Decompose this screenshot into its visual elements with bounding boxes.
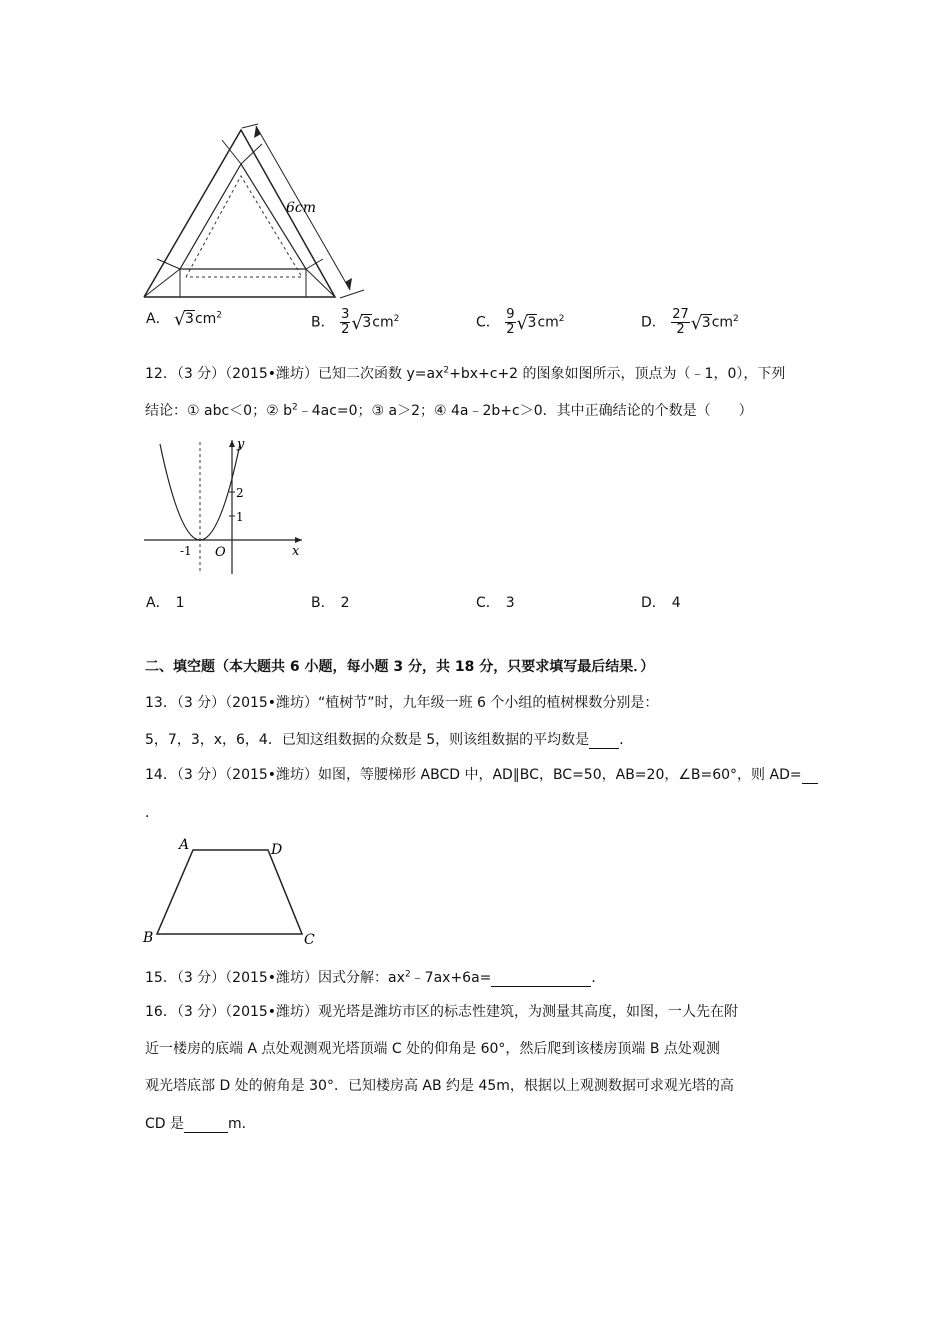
q16-line1: 16．（3 分）（2015•潍坊）观光塔是潍坊市区的标志性建筑，为测量其高度，如图，一人先在附 — [145, 1004, 739, 1020]
answer-blank[interactable] — [184, 1116, 228, 1133]
svg-text:A: A — [179, 837, 190, 853]
q14-line1: 14．（3 分）（2015•潍坊）如图，等腰梯形 ABCD 中，AD∥BC，BC=50，AB=20，∠B=60°，则 AD= — [145, 764, 818, 784]
q12-option-d[interactable]: D． 4 — [641, 595, 681, 611]
answer-blank[interactable] — [589, 732, 619, 749]
q13-line2: 5，7，3，x，6，4．已知这组数据的众数是 5，则该组数据的平均数是 ． — [145, 732, 634, 748]
answer-blank[interactable] — [802, 767, 818, 784]
section-heading: 二、填空题（本大题共 6 小题，每小题 3 分，共 18 分，只要求填写最后结果．） — [145, 659, 655, 675]
triangle-frame-figure — [140, 122, 370, 302]
q11-option-b[interactable]: B． $\frac{3}{2}$ √ $3cm^2$ — [311, 307, 400, 337]
fraction: $\frac{9}{2}$ — [506, 307, 515, 337]
fraction: $\frac{3}{2}$ — [341, 307, 350, 337]
q11-option-a[interactable]: A． √ $3cm^2$ — [146, 309, 223, 330]
svg-text:-1: -1 — [180, 544, 192, 558]
q12-option-c[interactable]: C． 3 — [476, 595, 515, 611]
trapezoid-figure — [140, 834, 330, 949]
q16-line2: 近一楼房的底端 A 点处观测观光塔顶端 C 处的仰角是 60°，然后爬到该楼房顶端 B 点处观测 — [145, 1041, 720, 1057]
q15-line: 15．（3 分）（2015•潍坊）因式分解：$ax^2﹣7ax+6a=$ ． — [145, 969, 606, 986]
trapezoid-shape — [157, 850, 302, 934]
dotted-triangle — [186, 176, 302, 277]
q12-option-b[interactable]: B． 2 — [311, 595, 350, 611]
answer-blank[interactable] — [491, 970, 591, 987]
q11-option-d[interactable]: D． $\frac{27}{2}$ √ $3cm^2$ — [641, 307, 739, 337]
dimension-label: 6cm — [286, 200, 317, 216]
svg-text:D: D — [271, 842, 283, 858]
svg-text:B: B — [143, 930, 154, 946]
q12-line1: 12．（3 分）（2015•潍坊）已知二次函数 $y=ax^2+bx+c+2$ 的图象如图所示，顶点为（﹣1，0），下列 — [145, 365, 786, 382]
parabola-graph — [140, 434, 310, 576]
sqrt-symbol: √ 3 — [690, 312, 711, 334]
sqrt-symbol: √ 3 — [174, 309, 194, 330]
q16-line4: CD 是 m． — [145, 1116, 256, 1132]
fraction: $\frac{27}{2}$ — [672, 307, 689, 337]
svg-text:x: x — [292, 544, 300, 559]
q14-line2: ． — [145, 805, 159, 821]
sqrt-symbol: √ 3 — [351, 312, 372, 334]
q16-line3: 观光塔底部 D 处的俯角是 30°．已知楼房高 AB 约是 45m，根据以上观测数据可求观光塔的高 — [145, 1078, 734, 1094]
q11-option-c[interactable]: C． $\frac{9}{2}$ √ $3cm^2$ — [476, 307, 565, 337]
svg-text:O: O — [215, 545, 226, 560]
q12-line2: 结论：① abc＜0；② $b^2﹣4ac=0$；③ a＞2；④ 4a﹣2b+c＞0．其中正确结论的个数是（ ） — [145, 402, 753, 419]
svg-text:y: y — [237, 437, 245, 452]
sqrt-symbol: √ 3 — [516, 312, 537, 334]
svg-text:2: 2 — [236, 486, 244, 500]
q13-line1: 13．（3 分）（2015•潍坊）“植树节”时，九年级一班 6 个小组的植树棵数分别是： — [145, 695, 659, 711]
svg-text:C: C — [304, 932, 315, 948]
svg-text:1: 1 — [236, 510, 244, 524]
q12-option-a[interactable]: A． 1 — [146, 595, 185, 611]
